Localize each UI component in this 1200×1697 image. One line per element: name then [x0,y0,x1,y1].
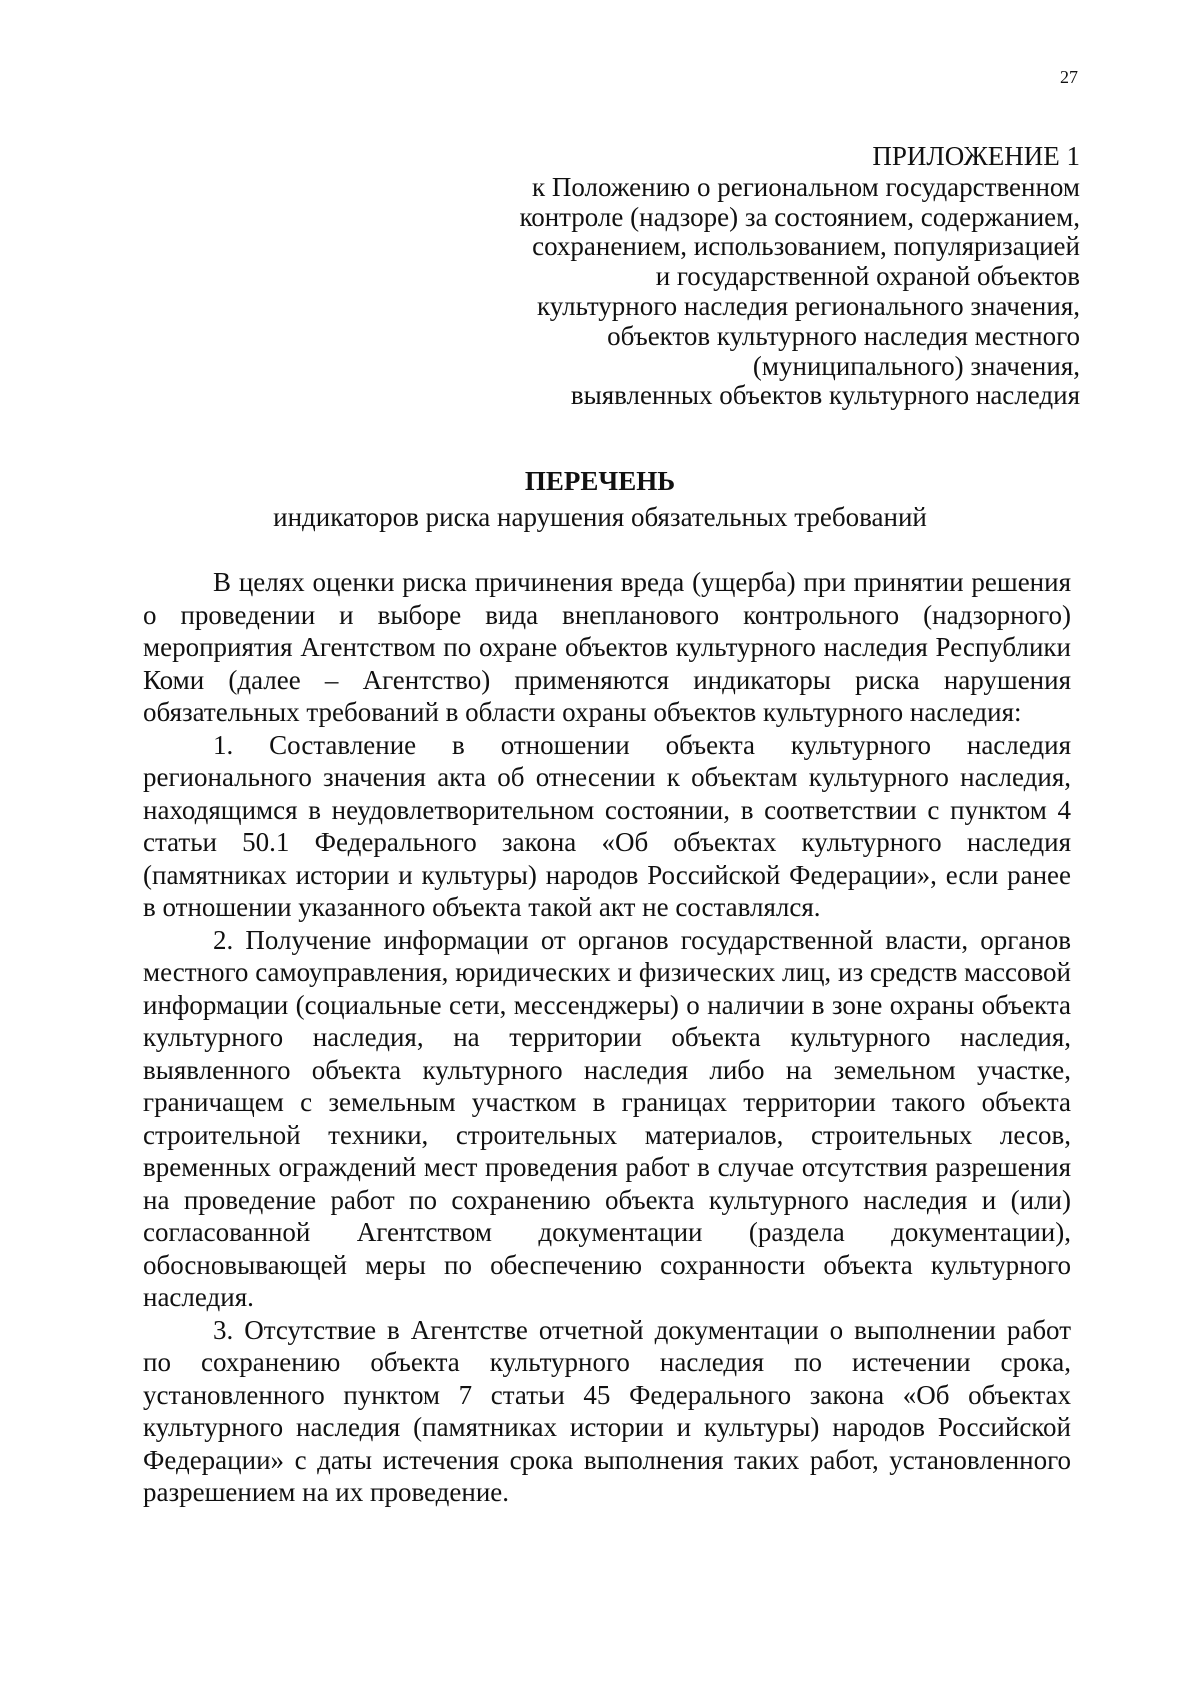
appendix-line: к Положению о региональном государственном [532,171,1080,202]
document-body [143,566,1071,1509]
indicator-paragraph-1: 1. Составление в отношении объекта культурного наследия регионального значения акта об отнесении к объектам культурного наследия, находящимся в неудовлетворительном состоянии, в соответствии с пунктом 4 статьи 50.1 Федерального закона «Об объектах культурного наследия (памятниках истории и культуры) народов Российской Федерации», если ранее в отношении указанного объекта такой акт не составлялся. [143,729,1071,922]
appendix-line: сохранением, использованием, популяризацией [532,231,1080,262]
intro-paragraph: В целях оценки риска причинения вреда (ущерба) при принятии решения о проведении и выборе вида внепланового контрольного (надзорного) мероприятия Агентством по охране объектов культурного наследия Республики Коми (далее – Агентство) применяются индикаторы риска нарушения обязательных требований в области охраны объектов культурного наследия: [143,567,1071,727]
indicator-paragraph-3: 3. Отсутствие в Агентстве отчетной документации о выполнении работ по сохранению объекта культурного наследия по истечении срока, установленного пунктом 7 статьи 45 Федерального закона «Об объектах культурного наследия (памятниках истории и культуры) народов Российской Федерации» с даты истечения срока выполнения таких работ, установленного разрешением на их проведение. [143,1314,1071,1507]
appendix-line: культурного наследия регионального значения, [537,290,1080,321]
indicator-paragraph-2: 2. Получение информации от органов государственной власти, органов местного самоуправления, юридических и физических лиц, из средств массовой информации (социальные сети, мессенджеры) о наличии в зоне охраны объекта культурного наследия, на территории объекта культурного наследия, выявленного объекта культурного наследия либо на земельном участке, граничащем с земельным участком в границах территории такого объекта строительной техники, строительных материалов, строительных лесов, временных ограждений мест проведения работ в случае отсутствия разрешения на проведение работ по сохранению объекта культурного наследия и (или) согласованной Агентством документации (раздела документации), обосновывающей меры по обеспечению сохранности объекта культурного наследия. [143,924,1071,1312]
page-number: 27 [1060,67,1078,87]
appendix-line: и государственной охраной объектов [655,261,1080,292]
document-subheading: индикаторов риска нарушения обязательных требований [273,502,927,532]
appendix-line: объектов культурного наследия местного [607,320,1080,351]
document-heading: ПЕРЕЧЕНЬ [524,466,676,496]
appendix-line: (муниципального) значения, [752,350,1080,381]
appendix-block [440,142,1080,411]
appendix-title: ПРИЛОЖЕНИЕ 1 [872,141,1080,171]
appendix-line: выявленных объектов культурного наследия [570,380,1080,411]
appendix-line: контроле (надзоре) за состоянием, содержанием, [519,201,1080,232]
